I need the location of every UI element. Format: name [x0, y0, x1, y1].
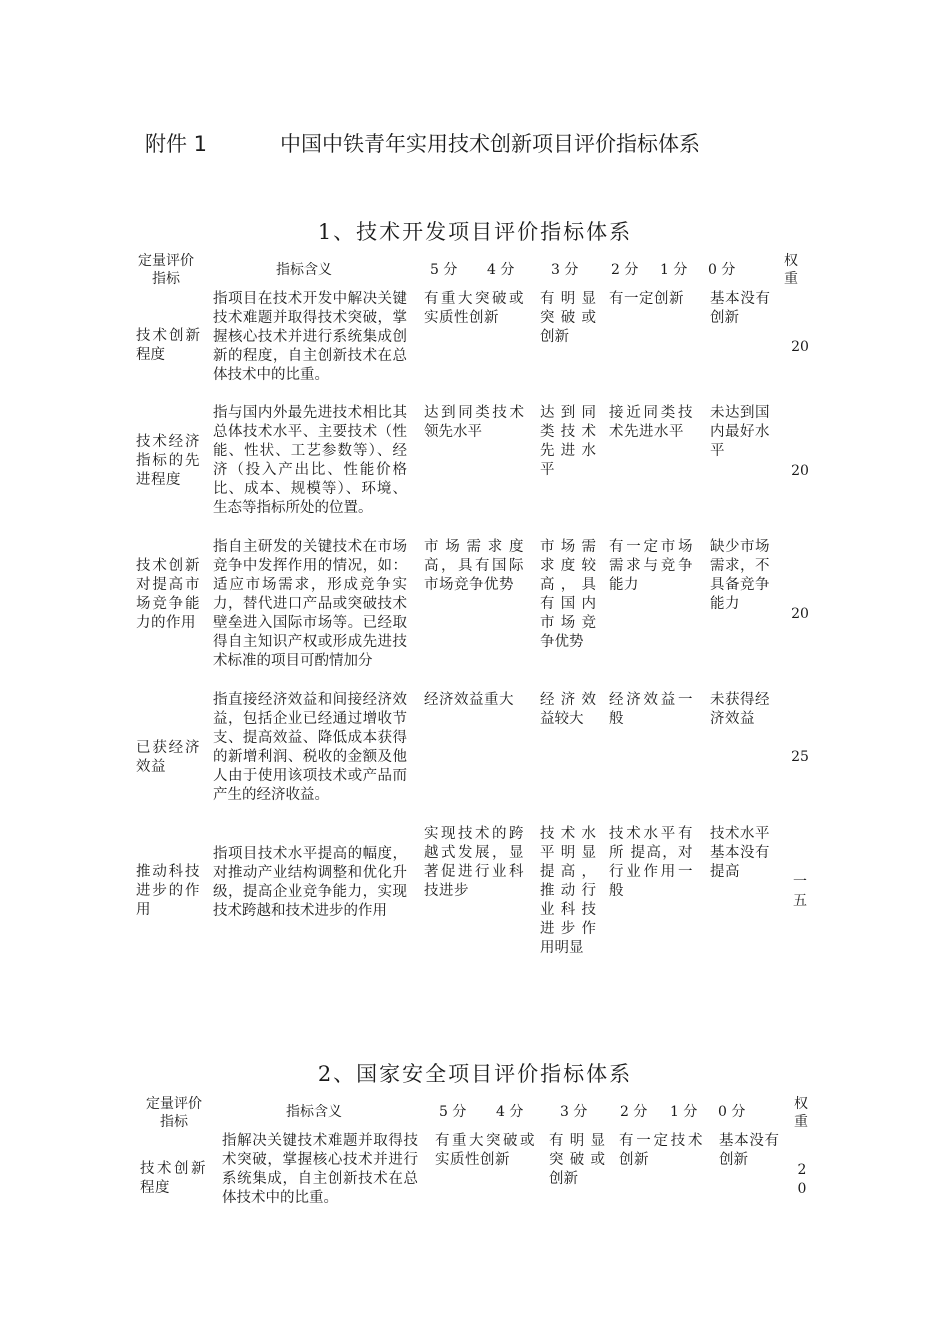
section1-title: 1、技术开发项目评价指标体系 — [317, 220, 633, 244]
row2-meaning: 指与国内外最先进技术相比其总体技术水平、主要技术（性能、性状、工艺参数等）、经济（投入产出比、性能价格比、成本、规模等）、环境、生态等指标所处的位置。 — [213, 405, 407, 516]
s2-header-weight: 权重 — [794, 1096, 808, 1130]
row3-score-21: 有一定市场需求与竞争能力 — [609, 539, 693, 593]
s2-row1-score-3: 有明显突破或创新 — [549, 1133, 605, 1187]
s2-header-meaning: 指标含义 — [286, 1104, 342, 1120]
header-score-5: 5 分 — [430, 262, 458, 278]
document-title — [145, 128, 845, 158]
row1-score-0: 基本没有创新 — [710, 291, 770, 326]
header-score-4: 4 分 — [487, 262, 515, 278]
header-score-3: 3 分 — [551, 262, 579, 278]
s2-row1-score-54: 有重大突破或实质性创新 — [435, 1133, 535, 1168]
s2-row1-weight: 20 — [797, 1162, 807, 1197]
row4-score-0: 未获得经济效益 — [710, 692, 770, 727]
row4-score-21: 经济效益一般 — [609, 692, 693, 727]
row1-weight: 20 — [791, 339, 809, 355]
main-title-text: 中国中铁青年实用技术创新项目评价指标体系 — [280, 132, 700, 156]
header-score-2: 2 分 — [611, 262, 639, 278]
header-indicator: 定量评价指标 — [138, 253, 194, 287]
header-meaning: 指标含义 — [276, 262, 332, 278]
row2-score-0: 未达到国内最好水平 — [710, 405, 770, 459]
row3-weight: 20 — [791, 606, 809, 622]
s2-row1-score-0: 基本没有创新 — [719, 1133, 779, 1168]
s2-header-score-3: 3 分 — [560, 1104, 588, 1120]
s2-header-score-4: 4 分 — [496, 1104, 524, 1120]
row1-meaning: 指项目在技术开发中解决关键技术难题并取得技术突破，掌握核心技术并进行系统集成创新的程度，自主创新技术在总体技术中的比重。 — [213, 291, 407, 383]
row3-meaning: 指自主研发的关键技术在市场竞争中发挥作用的情况，如：适应市场需求，形成竞争实力，替代进口产品或突破技术壁垒进入国际市场等。已经取得自主知识产权或形成先进技术标准的项目可酌情加分 — [213, 539, 407, 669]
s2-header-score-5: 5 分 — [439, 1104, 467, 1120]
row2-score-54: 达到同类技术领先水平 — [424, 405, 524, 440]
row3-score-54: 市场需求度高，具有国际市场竞争优势 — [424, 539, 524, 593]
attachment-label: 附件 1 — [145, 132, 208, 156]
row4-score-54: 经济效益重大 — [424, 692, 514, 708]
header-score-1: 1 分 — [660, 262, 688, 278]
row4-meaning: 指直接经济效益和间接经济效益，包括企业已经通过增收节支、提高效益、降低成本获得的新增利润、税收的金额及他人由于使用该项技术或产品而产生的经济收益。 — [213, 692, 407, 803]
row4-weight: 25 — [791, 749, 809, 765]
row2-indicator: 技术经济指标的先进程度 — [136, 434, 200, 488]
s2-row1-score-21: 有一定技术创新 — [619, 1133, 703, 1168]
s2-row1-indicator: 技术创新程度 — [140, 1161, 206, 1196]
row2-score-21: 接近同类技术先进水平 — [609, 405, 693, 440]
row5-score-54: 实现技术的跨越式发展，显著促进行业科技进步 — [424, 826, 524, 899]
row5-meaning: 指项目技术水平提高的幅度，对推动产业结构调整和优化升级，提高企业竞争能力，实现技术跨越和技术进步的作用 — [213, 846, 407, 919]
row5-score-0: 技术水平基本没有提高 — [710, 826, 770, 880]
row3-indicator: 技术创新对提高市场竞争能力的作用 — [136, 558, 200, 631]
s2-header-score-1: 1 分 — [670, 1104, 698, 1120]
header-score-0: 0 分 — [708, 262, 736, 278]
row5-score-21: 技术水平有 所 提高，对行业作用一般 — [609, 826, 693, 899]
row1-score-54: 有重大突破或实质性创新 — [424, 291, 524, 326]
row1-score-3: 有明显突破或创新 — [540, 291, 596, 345]
s2-header-indicator: 定量评价指标 — [146, 1096, 202, 1130]
row5-weight: 一五 — [793, 874, 807, 909]
row2-score-3: 达到同类技术先进水平 — [540, 405, 596, 478]
row1-score-21: 有一定创新 — [609, 291, 684, 307]
row3-score-0: 缺少市场 需求，不具备竞争能力 — [710, 539, 770, 612]
row5-score-3: 技术水平明显提高，推动行业科技进步作用明显 — [540, 826, 596, 956]
row5-indicator: 推动科技进步的作用 — [136, 864, 200, 918]
s2-header-score-2: 2 分 — [620, 1104, 648, 1120]
header-weight: 权重 — [784, 253, 798, 287]
row2-weight: 20 — [791, 463, 809, 479]
row4-indicator: 已获经济效益 — [136, 740, 200, 775]
row3-score-3: 市场需求度较高，具有国内市场竞争优势 — [540, 539, 596, 650]
s2-header-score-0: 0 分 — [718, 1104, 746, 1120]
section2-title: 2、国家安全项目评价指标体系 — [317, 1062, 633, 1086]
s2-row1-meaning: 指解决关键技术难题并取得技术突破，掌握核心技术并进行系统集成，自主创新技术在总体技术中的比重。 — [222, 1133, 418, 1206]
row4-score-3: 经济效益较大 — [540, 692, 596, 727]
row1-indicator: 技术创新程度 — [136, 328, 200, 363]
